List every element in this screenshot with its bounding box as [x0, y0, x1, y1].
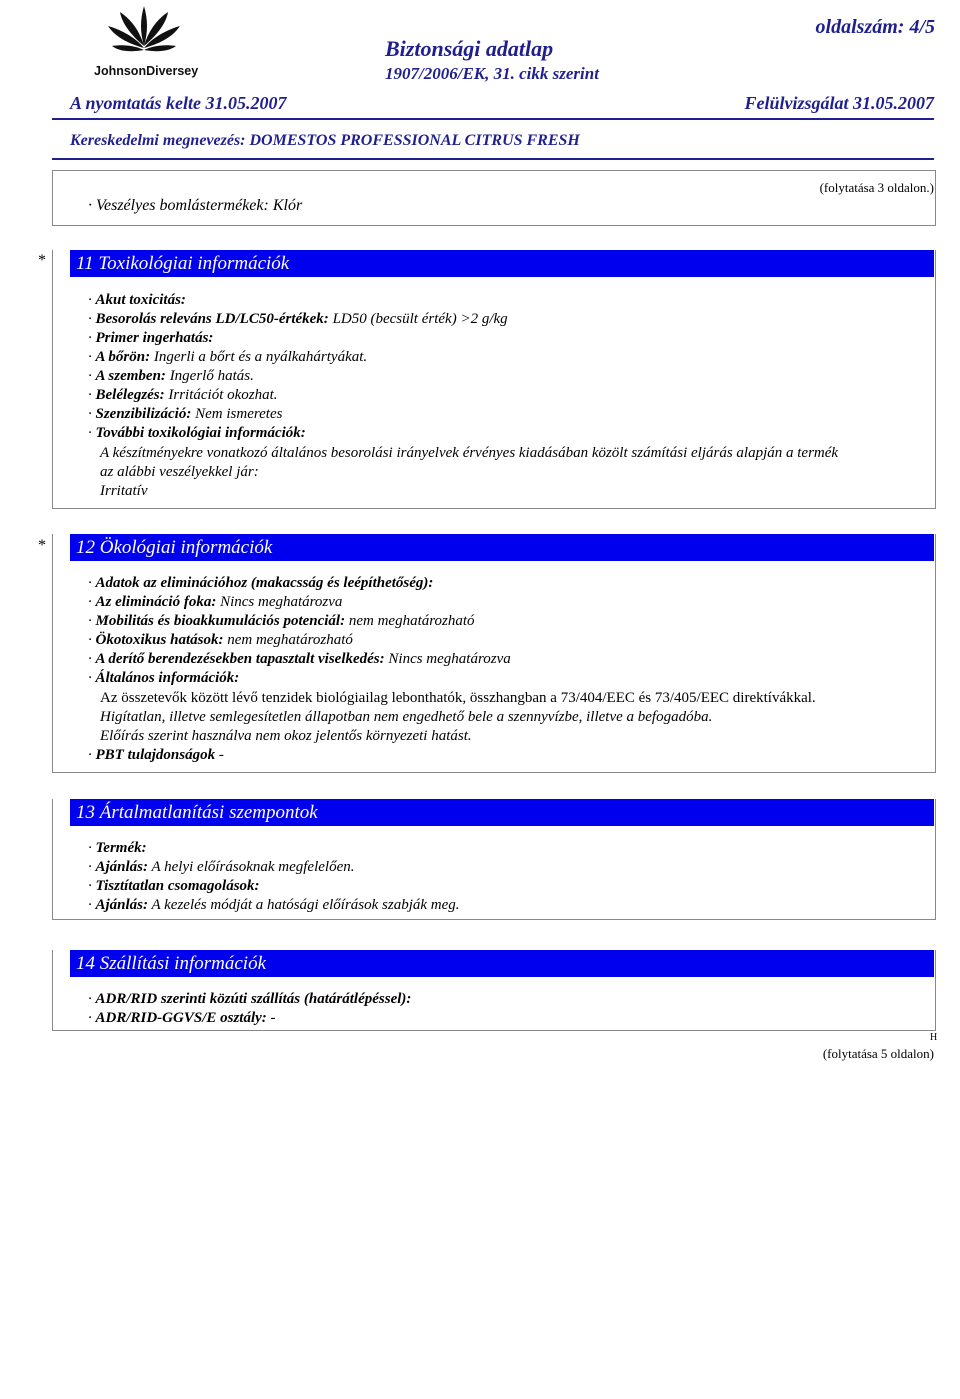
- primary-irritation: · Primer ingerhatás:: [88, 330, 214, 346]
- mobility: · Mobilitás és bioakkumulációs potenciál: nem meghatározható: [88, 613, 475, 629]
- revision-date: Felülvizsgálat 31.05.2007: [744, 93, 934, 113]
- packaging-recommendation: · Ajánlás: A kezelés módját a hatósági előírások szabják meg.: [88, 897, 460, 913]
- elimination-data: · Adatok az eliminációhoz (makacsság és leépíthetőség):: [88, 575, 434, 591]
- sewage-behaviour: · A derítő berendezésekben tapasztalt viselkedés: Nincs meghatározva: [88, 651, 511, 667]
- document-title: Biztonsági adatlap: [385, 36, 554, 61]
- decomposition-products: · Veszélyes bomlástermékek: Klór: [88, 197, 303, 214]
- general-info-text-1: Az összetevők között lévő tenzidek biológiailag lebonthatók, összhangban a 73/404/EEC és 73/405/EEC direktívákkal.: [100, 690, 816, 706]
- logo-leaf-icon: [92, 2, 197, 66]
- language-marker: H: [930, 1032, 938, 1043]
- header-divider: [52, 118, 934, 120]
- general-info-text-3: Előírás szerint használva nem okoz jelentős környezeti hatást.: [100, 728, 472, 744]
- sensitization: · Szenzibilizáció: Nem ismeretes: [88, 406, 283, 422]
- elimination-degree: · Az elimináció foka: Nincs meghatározva: [88, 594, 343, 610]
- continued-from: (folytatása 3 oldalon.): [819, 180, 934, 195]
- further-tox-text-2: az alábbi veszélyekkel jár:: [100, 464, 259, 480]
- skin-effect: · A bőrön: Ingerli a bőrt és a nyálkahártyákat.: [88, 349, 368, 365]
- adr-transport: · ADR/RID szerinti közúti szállítás (határátlépéssel):: [88, 991, 412, 1007]
- inhalation: · Belélegzés: Irritációt okozhat.: [88, 387, 278, 403]
- section-12-title: 12 Ökológiai információk: [70, 534, 934, 561]
- continued-on: (folytatása 5 oldalon): [822, 1046, 934, 1061]
- further-tox-text-3: Irritatív: [100, 483, 148, 499]
- product-label: · Termék:: [88, 840, 147, 856]
- pbt-properties: · PBT tulajdonságok -: [88, 747, 224, 763]
- section-13-title: 13 Ártalmatlanítási szempontok: [70, 799, 934, 826]
- packaging-label: · Tisztítatlan csomagolások:: [88, 878, 260, 894]
- document-subtitle: 1907/2006/EK, 31. cikk szerint: [385, 64, 599, 83]
- general-info-label: · Általános információk:: [88, 670, 240, 686]
- further-tox-text-1: A készítményekre vonatkozó általános besorolási irányelvek érvényes kiadásában közölt számítási eljárás alapján a termék: [100, 445, 839, 461]
- section-14-title: 14 Szállítási információk: [70, 950, 934, 977]
- general-info-text-2: Higítatlan, illetve semlegesítetlen állapotban nem engedhető bele a szennyvízbe, illetve a befogadóba.: [100, 709, 713, 725]
- product-recommendation: · Ajánlás: A helyi előírásoknak megfelelően.: [88, 859, 355, 875]
- trade-divider: [52, 158, 934, 160]
- revision-star: *: [38, 537, 46, 554]
- company-name: JohnsonDiversey: [94, 64, 199, 78]
- trade-name: Kereskedelmi megnevezés: DOMESTOS PROFESSIONAL CITRUS FRESH: [70, 132, 580, 149]
- page-number: oldalszám: 4/5: [815, 16, 935, 38]
- print-date: A nyomtatás kelte 31.05.2007: [70, 93, 287, 113]
- further-tox-label: · További toxikológiai információk:: [88, 425, 306, 441]
- adr-class: · ADR/RID-GGVS/E osztály: -: [88, 1010, 276, 1026]
- revision-star: *: [38, 252, 46, 269]
- eye-effect: · A szemben: Ingerlő hatás.: [88, 368, 254, 384]
- ecotoxicity: · Ökotoxikus hatások: nem meghatározható: [88, 632, 353, 648]
- acute-toxicity: · Akut toxicitás:: [88, 292, 186, 308]
- section-11-title: 11 Toxikológiai információk: [70, 250, 934, 277]
- ld50: · Besorolás releváns LD/LC50-értékek: LD50 (becsült érték) >2 g/kg: [88, 311, 508, 327]
